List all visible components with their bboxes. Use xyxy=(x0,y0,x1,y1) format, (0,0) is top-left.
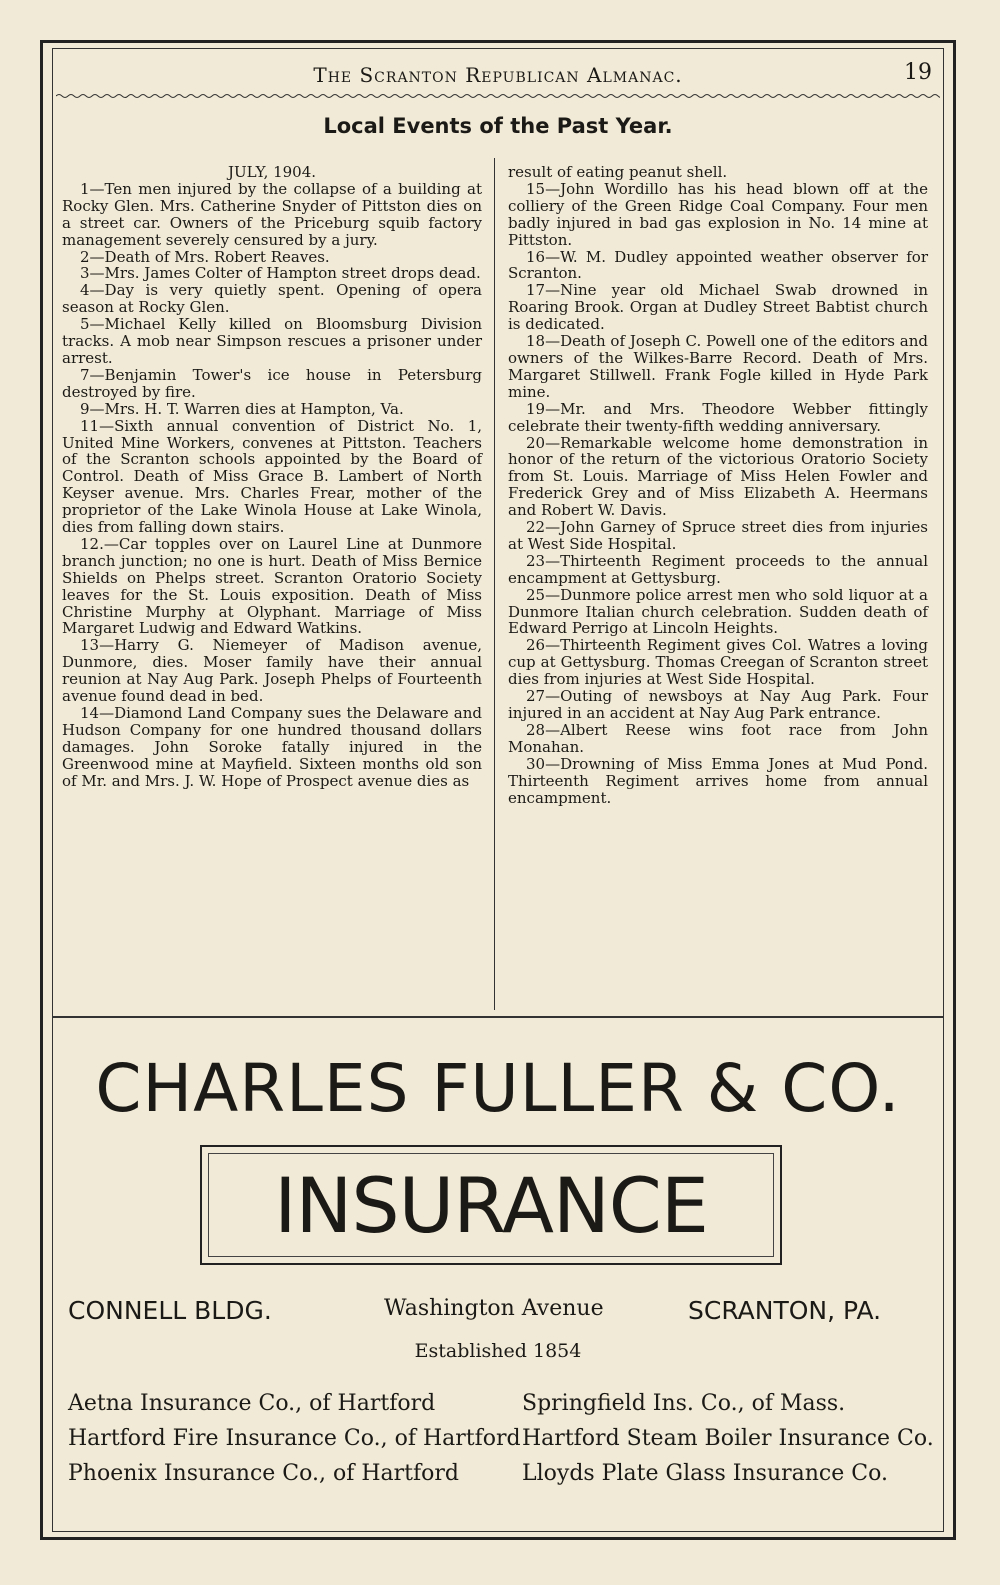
event-entry: 11—Sixth annual convention of District No. 1, United Mine Workers, convenes at Pittston. Teachers of the Scranton schools appointed by the Board of Control. Death of Miss Grace B. Lambert of North Keyser avenue. Mrs. Charles Frear, mother of the proprietor of the Lake Winola House at Lake Winola, dies from falling down stairs. xyxy=(62,416,482,537)
page-number: 19 xyxy=(904,60,932,85)
section-title: Local Events of the Past Year. xyxy=(323,114,673,138)
event-entry: 17—Nine year old Michael Swab drowned in Roaring Brook. Organ at Dudley Street Babtist church is dedicated. xyxy=(508,281,928,334)
company-item: Aetna Insurance Co., of Hartford xyxy=(68,1391,436,1416)
event-entry: 25—Dunmore police arrest men who sold liquor at a Dunmore Italian church celebration. Sudden death of Edward Perrigo at Lincoln Heights. xyxy=(508,585,928,638)
event-entry: 27—Outing of newsboys at Nay Aug Park. Four injured in an accident at Nay Aug Park entrance. xyxy=(508,687,928,722)
companies-list-left xyxy=(68,1386,521,1491)
event-entry: 3—Mrs. James Colter of Hampton street drops dead. xyxy=(80,264,481,283)
address-street: Washington Avenue xyxy=(384,1296,604,1321)
event-entry: 16—W. M. Dudley appointed weather observer for Scranton. xyxy=(508,247,928,283)
advertiser-name: CHARLES FULLER & CO. xyxy=(95,1050,901,1127)
company-item: Hartford Fire Insurance Co., of Hartford xyxy=(68,1426,521,1451)
event-entry: 2—Death of Mrs. Robert Reaves. xyxy=(80,247,330,266)
company-item: Hartford Steam Boiler Insurance Co. xyxy=(522,1426,934,1451)
event-entry: 28—Albert Reese wins foot race from John Monahan. xyxy=(508,720,928,756)
event-entry: 9—Mrs. H. T. Warren dies at Hampton, Va. xyxy=(80,399,404,418)
company-item: Phoenix Insurance Co., of Hartford xyxy=(68,1461,459,1486)
almanac-title: The Scranton Republican Almanac. xyxy=(313,63,683,87)
address-city: SCRANTON, PA. xyxy=(688,1296,882,1325)
company-item: Lloyds Plate Glass Insurance Co. xyxy=(522,1461,888,1486)
event-continuation: result of eating peanut shell. xyxy=(508,163,728,181)
event-entry: 30—Drowning of Miss Emma Jones at Mud Pond. Thirteenth Regiment arrives home from annual encampment. xyxy=(508,754,928,807)
section-rule xyxy=(52,1016,944,1018)
event-entry: 20—Remarkable welcome home demonstration in honor of the return of the victorious Oratorio Society from St. Louis. Marriage of Miss Helen Fowler and Frederick Grey and of Miss Elizabeth A. Heermans and Robert W. Davis. xyxy=(508,433,928,520)
event-entry: 1—Ten men injured by the collapse of a building at Rocky Glen. Mrs. Catherine Snyder of Pittston dies on a street car. Owners of the Priceburg squib factory management severely censured by a jury. xyxy=(62,179,482,249)
insurance-banner xyxy=(200,1145,782,1265)
address-building: CONNELL BLDG. xyxy=(68,1296,272,1325)
event-entry: 23—Thirteenth Regiment proceeds to the annual encampment at Gettysburg. xyxy=(508,551,928,587)
event-entry: 22—John Garney of Spruce street dies from injuries at West Side Hospital. xyxy=(508,518,928,553)
event-entry: 15—John Wordillo has his head blown off at the colliery of the Green Ridge Coal Company. Four men badly injured in bad gas explosion in No. 14 mine at Pittston. xyxy=(508,179,928,249)
events-column-right xyxy=(508,164,928,806)
companies-list-right xyxy=(522,1386,934,1491)
wavy-rule xyxy=(56,92,940,100)
event-entry: 19—Mr. and Mrs. Theodore Webber fittingly celebrate their twenty-fifth wedding anniversary. xyxy=(508,399,928,435)
event-entry: 4—Day is very quietly spent. Opening of opera season at Rocky Glen. xyxy=(62,281,482,317)
event-entry: 12.—Car topples over on Laurel Line at Dunmore branch junction; no one is hurt. Death of Miss Bernice Shields on Phelps street. Scranton Oratorio Society leaves for the St. Louis exposition. Death of Miss Christine Murphy at Olyphant. Marriage of Miss Margaret Ludwig and Edward Watkins. xyxy=(62,534,482,638)
event-entry: 7—Benjamin Tower's ice house in Petersburg destroyed by fire. xyxy=(62,365,482,401)
running-header xyxy=(60,58,936,92)
insurance-heading: INSURANCE xyxy=(274,1160,708,1250)
column-divider xyxy=(494,158,495,1010)
month-heading: JULY, 1904. xyxy=(227,163,317,181)
event-entry: 5—Michael Kelly killed on Bloomsburg Division tracks. A mob near Simpson rescues a prisoner under arrest. xyxy=(62,315,482,367)
company-item: Springfield Ins. Co., of Mass. xyxy=(522,1391,846,1416)
events-column-left xyxy=(62,164,482,790)
event-entry: 18—Death of Joseph C. Powell one of the editors and owners of the Wilkes-Barre Record. Death of Mrs. Margaret Stillwell. Frank Fogle killed in Hyde Park mine. xyxy=(508,332,928,401)
event-entry: 26—Thirteenth Regiment gives Col. Watres a loving cup at Gettysburg. Thomas Creegan of Scranton street dies from injuries at West Side Hospital. xyxy=(508,636,928,689)
event-entry: 14—Diamond Land Company sues the Delaware and Hudson Company for one hundred thousand dollars damages. John Soroke fatally injured in the Greenwood mine at Mayfield. Sixteen months old son of Mr. and Mrs. J. W. Hope of Prospect avenue dies as xyxy=(62,704,482,790)
event-entry: 13—Harry G. Niemeyer of Madison avenue, Dunmore, dies. Moser family have their annual reunion at Nay Aug Park. Joseph Phelps of Fourteenth avenue found dead in bed. xyxy=(62,636,482,706)
established-year: Established 1854 xyxy=(414,1340,582,1362)
